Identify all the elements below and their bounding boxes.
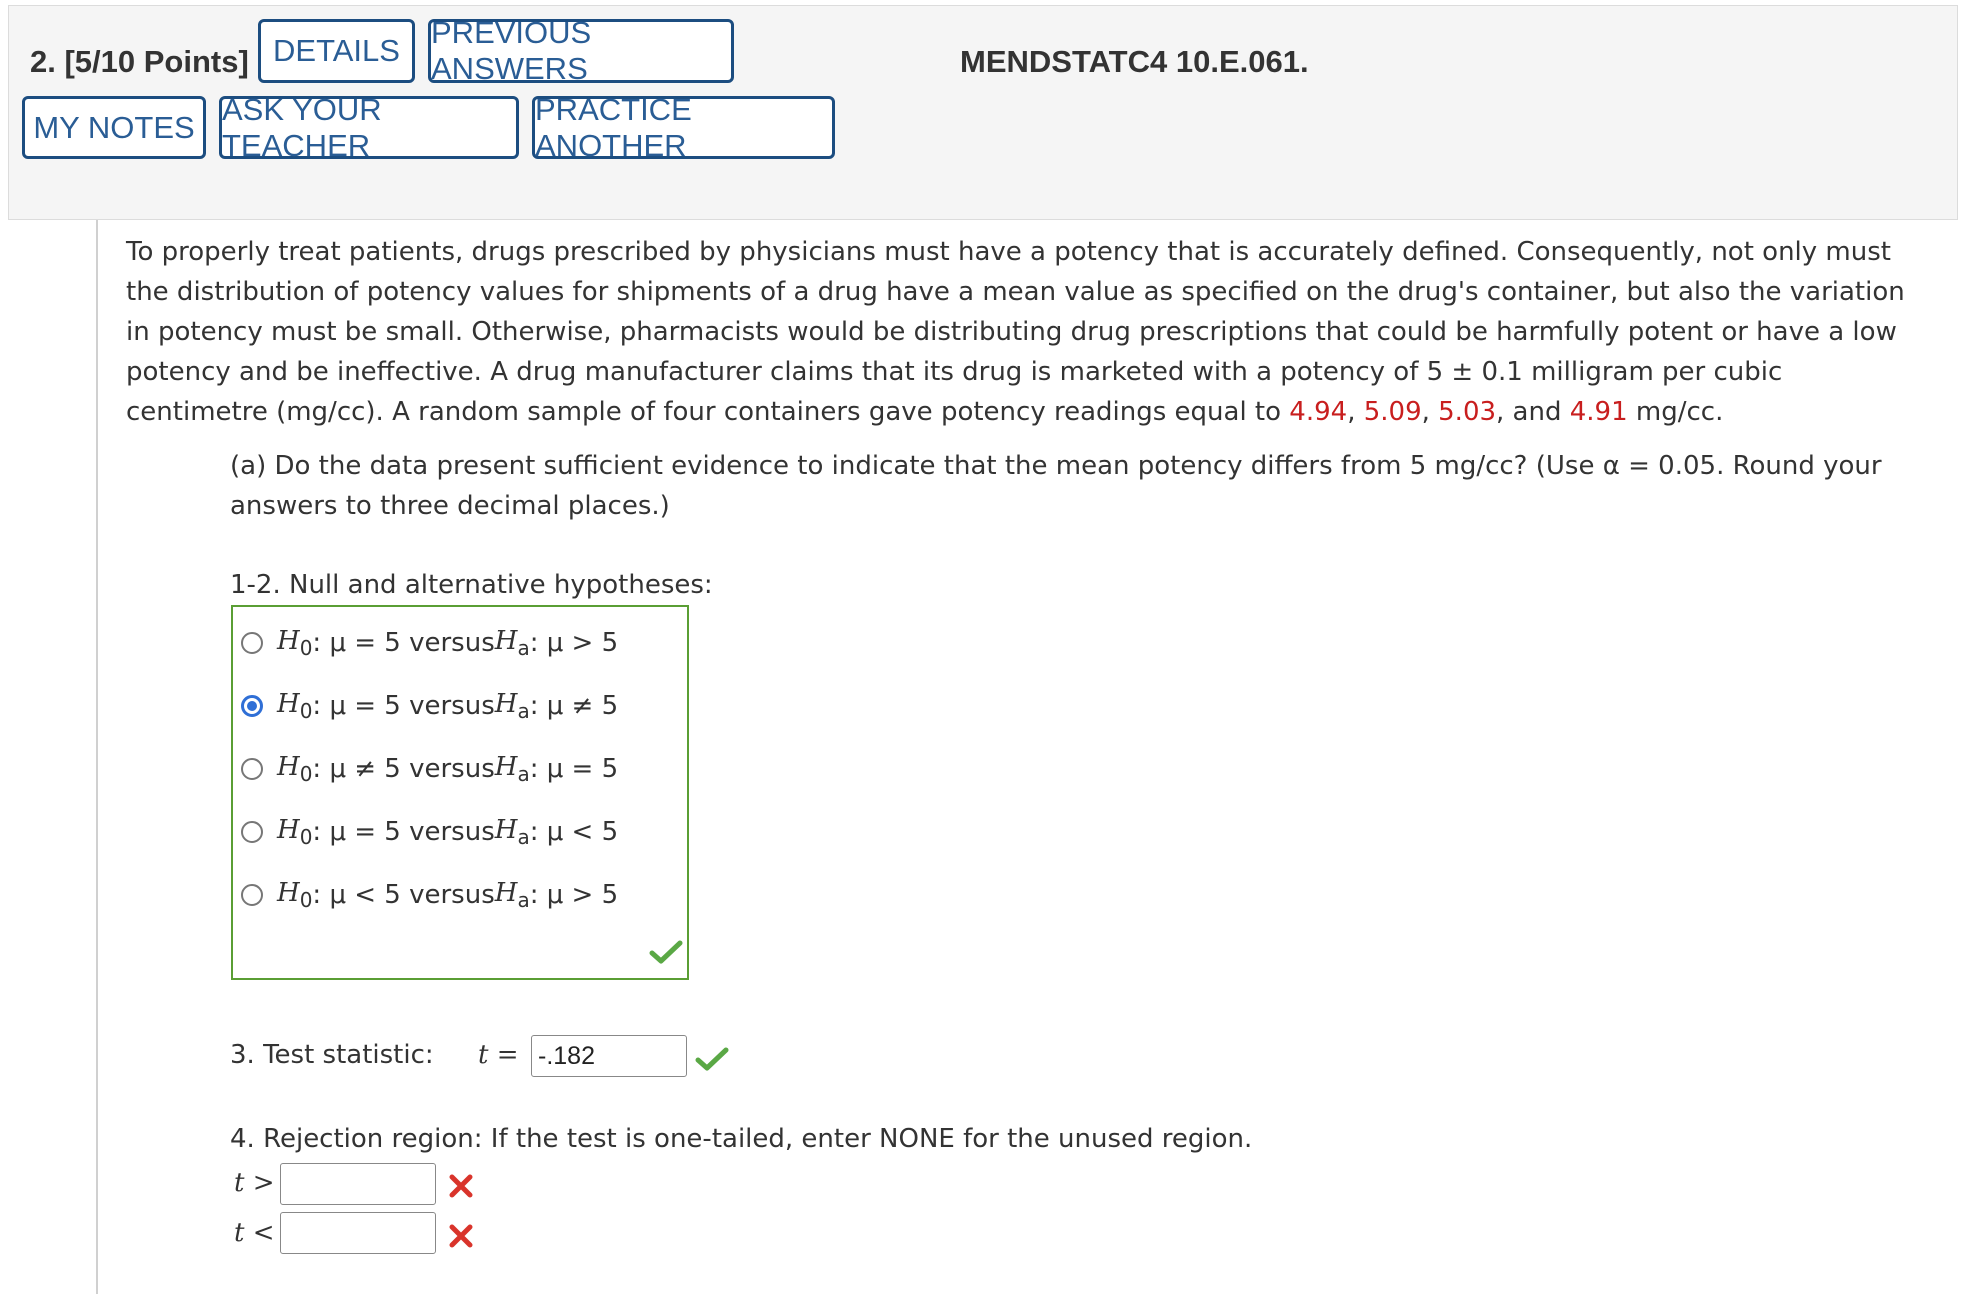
t-equals-label: t = <box>478 1040 519 1070</box>
rejection-region-label: 4. Rejection region: If the test is one-tailed, enter NONE for the unused region. <box>230 1124 1253 1154</box>
previous-answers-button[interactable]: PREVIOUS ANSWERS <box>428 19 734 83</box>
radio-button[interactable] <box>241 758 263 780</box>
my-notes-button[interactable]: MY NOTES <box>22 96 206 159</box>
test-statistic-input[interactable]: -.182 <box>531 1035 687 1077</box>
t-greater-label: t > <box>234 1168 275 1198</box>
separator: , <box>1421 397 1439 427</box>
hypothesis-option-1[interactable]: $H_0$ : μ = 5 versus $H_a$ : μ > 5 <box>241 623 618 663</box>
problem-statement <box>126 232 1926 432</box>
problem-code: MENDSTATC4 10.E.061. <box>960 44 1309 79</box>
h0-label: $H_0$ <box>277 689 313 723</box>
ha-label: $H_a$ <box>494 752 530 786</box>
reading-3: 5.03 <box>1438 397 1497 427</box>
h0-label: $H_0$ <box>277 878 313 912</box>
h0-label: $H_0$ <box>277 752 313 786</box>
unit-text: mg/cc. <box>1627 397 1724 427</box>
separator: , and <box>1496 397 1570 427</box>
incorrect-x-icon <box>447 1222 475 1250</box>
hypotheses-heading: 1-2. Null and alternative hypotheses: <box>230 570 713 600</box>
ask-your-teacher-button[interactable]: ASK YOUR TEACHER <box>219 96 519 159</box>
correct-check-icon <box>649 939 683 965</box>
test-statistic-label: 3. Test statistic: <box>230 1040 434 1070</box>
correct-check-icon <box>695 1046 729 1072</box>
hypothesis-option-5[interactable]: $H_0$ : μ < 5 versus $H_a$ : μ > 5 <box>241 875 618 915</box>
h0-label: $H_0$ <box>277 815 313 849</box>
reading-2: 5.09 <box>1363 397 1422 427</box>
ha-label: $H_a$ <box>494 815 530 849</box>
radio-button-selected[interactable] <box>241 695 263 717</box>
rejection-upper-input[interactable] <box>280 1163 436 1205</box>
separator: , <box>1347 397 1364 427</box>
hypothesis-option-4[interactable]: $H_0$ : μ = 5 versus $H_a$ : μ < 5 <box>241 812 618 852</box>
hypotheses-choice-box <box>231 605 689 980</box>
radio-button[interactable] <box>241 632 263 654</box>
reading-4: 4.91 <box>1569 397 1628 427</box>
rejection-lower-input[interactable] <box>280 1212 436 1254</box>
ha-label: $H_a$ <box>494 689 530 723</box>
part-a-prompt: (a) Do the data present sufficient evidence to indicate that the mean potency differs from 5 mg/cc? (Use α = 0.05. Round your answers to three decimal places.) <box>230 451 1882 521</box>
ha-label: $H_a$ <box>494 878 530 912</box>
ha-label: $H_a$ <box>494 626 530 660</box>
radio-button[interactable] <box>241 821 263 843</box>
t-less-label: t < <box>234 1218 275 1248</box>
incorrect-x-icon <box>447 1172 475 1200</box>
hypothesis-option-2[interactable]: $H_0$ : μ = 5 versus $H_a$ : μ ≠ 5 <box>241 686 618 726</box>
hypothesis-option-3[interactable]: $H_0$ : μ ≠ 5 versus $H_a$ : μ = 5 <box>241 749 618 789</box>
practice-another-button[interactable]: PRACTICE ANOTHER <box>532 96 835 159</box>
radio-button[interactable] <box>241 884 263 906</box>
problem-text: To properly treat patients, drugs prescribed by physicians must have a potency that is accurately defined. Consequently, not only must the distribution of potency values for shipments of a drug have a mean value as specified on the drug's container, but also the variation in potency must be small. Otherwise, pharmacists would be distributing drug prescriptions that could be harmfully potent or have a low potency and be ineffective. A drug manufacturer claims that its drug is marketed with a potency of 5 ± 0.1 milligram per cubic centimetre (mg/cc). A random sample of four containers gave potency readings equal to <box>126 237 1905 427</box>
h0-label: $H_0$ <box>277 626 313 660</box>
details-button[interactable]: DETAILS <box>258 19 415 83</box>
reading-1: 4.94 <box>1289 397 1348 427</box>
question-number: 2. [5/10 Points] <box>30 44 249 79</box>
